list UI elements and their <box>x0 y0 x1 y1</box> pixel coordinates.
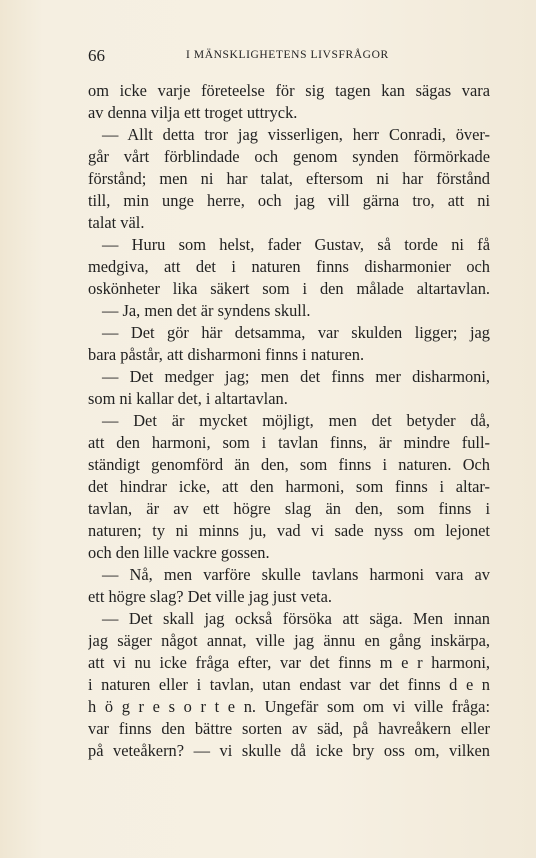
page-number: 66 <box>88 46 105 65</box>
text-line: till, min unge herre, och jag vill gärna tro, att ni <box>88 191 490 210</box>
text-line: — Nå, men varföre skulle tavlans harmoni vara av <box>102 565 490 584</box>
text-line: det hindrar icke, att den harmoni, som finns i altar- <box>88 477 490 496</box>
text-line: som ni kallar det, i altartavlan. <box>88 389 288 408</box>
text-line: jag säger något annat, ville jag ännu en gång inskärpa, <box>88 631 490 650</box>
text-line: och den lille vackre gossen. <box>88 543 270 562</box>
text-line: naturen; ty ni minns ju, vad vi sade nyss om lejonet <box>88 521 490 540</box>
text-line: ständigt genomförd än den, som finns i naturen. Och <box>88 455 490 474</box>
text-line: var finns den bättre sorten av säd, på havreåkern eller <box>88 719 490 738</box>
text-line: medgiva, att det i naturen finns disharmonier och <box>88 257 490 276</box>
page-header <box>88 46 488 66</box>
text-line: talat väl. <box>88 213 145 232</box>
text-line: — Det gör här detsamma, var skulden ligger; jag <box>102 323 490 342</box>
text-line: — Det är mycket möjligt, men det betyder då, <box>102 411 490 430</box>
text-line: att den harmoni, som i tavlan finns, är mindre full- <box>88 433 490 452</box>
body-text <box>88 80 490 762</box>
text-line: ett högre slag? Det ville jag just veta. <box>88 587 332 606</box>
text-line: förstånd; men ni har talat, eftersom ni har förstånd <box>88 169 490 188</box>
text-line: oskönheter lika säkert som i den målade altartavlan. <box>88 279 490 298</box>
text-line: h ö g r e s o r t e n. Ungefär som om vi ville fråga: <box>88 697 490 716</box>
text-line: — Det skall jag också försöka att säga. Men innan <box>102 609 490 628</box>
text-line: i naturen eller i tavlan, utan endast var det finns d e n <box>88 675 490 694</box>
text-line: bara påstår, att disharmoni finns i naturen. <box>88 345 365 364</box>
text-line: — Allt detta tror jag visserligen, herr Conradi, över- <box>102 125 490 144</box>
running-title: I MÄNSKLIGHETENS LIVSFRÅGOR <box>186 49 389 61</box>
text-line: tavlan, är av ett högre slag än den, som finns i <box>88 499 490 518</box>
text-line: går vårt förblindade och genom synden förmörkade <box>88 147 490 166</box>
text-line: — Ja, men det är syndens skull. <box>102 301 311 320</box>
text-line: att vi nu icke fråga efter, var det finns m e r harmoni, <box>88 653 490 672</box>
text-line: om icke varje företeelse för sig tagen kan sägas vara <box>88 81 490 100</box>
text-line: av denna vilja ett troget uttryck. <box>88 103 298 122</box>
text-line: på veteåkern? — vi skulle då icke bry oss om, vilken <box>88 741 490 760</box>
text-line: — Huru som helst, fader Gustav, så torde ni få <box>102 235 490 254</box>
text-line: — Det medger jag; men det finns mer disharmoni, <box>102 367 490 386</box>
